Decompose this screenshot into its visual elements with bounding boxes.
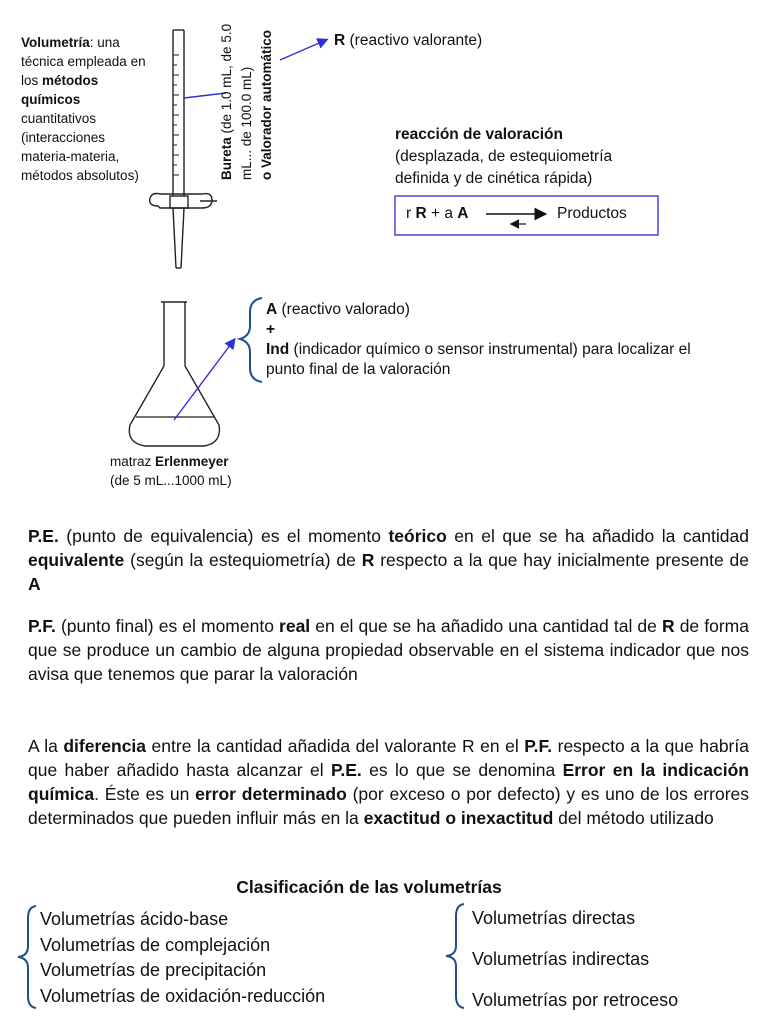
metodos-quimicos-term: métodos químicos bbox=[21, 73, 99, 107]
list-item: Volumetrías ácido-base bbox=[40, 909, 229, 929]
reaccion-description: reacción de valoración (desplazada, de estequiometría definida y de cinética rápida) bbox=[395, 126, 613, 187]
volumetria-term: Volumetría bbox=[21, 35, 90, 50]
list-item: Volumetrías de complejación bbox=[40, 934, 271, 955]
list-item: Volumetrías directas bbox=[472, 908, 636, 928]
left-classification-list bbox=[40, 907, 325, 1009]
list-item: Volumetrías indirectas bbox=[472, 949, 650, 969]
brace-analyte-icon bbox=[240, 298, 262, 382]
pf-paragraph: P.F. (punto final) es el momento real en el que se ha añadido una cantidad tal de R de forma que se produce un cambio de alguna propiedad observable en el sistema indicador que nos avisa que tenemos que parar la valoración bbox=[28, 616, 749, 684]
intro-text: Volumetría: una técnica empleada en los métodos químicos cuantitativos (interacciones materia-materia, métodos absolutos) bbox=[21, 35, 146, 183]
list-item: Volumetrías de precipitación bbox=[40, 960, 267, 980]
reaction-products: Productos bbox=[557, 205, 627, 222]
arrow-flask-to-analyte bbox=[174, 340, 234, 420]
right-classification-list bbox=[472, 906, 678, 1013]
arrow-to-reactivo bbox=[280, 40, 326, 60]
analyte-description: A (reactivo valorado) + Ind (indicador químico o sensor instrumental) para localizar el punto final de la valoración bbox=[266, 301, 691, 378]
error-paragraph: A la diferencia entre la cantidad añadida del valorante R en el P.F. respecto a la que habría que haber añadido hasta alcanzar el P.E. es lo que se denomina Error en la indicación química. Éste es un error determinado (por exceso o por defecto) y es uno de los errores determinados que pueden influir más en la exactitud o inexactitud del método utilizado bbox=[28, 736, 749, 828]
brace-right-icon bbox=[442, 902, 468, 1010]
reaccion-title: reacción de valoración bbox=[395, 126, 563, 143]
reactivo-valorante-label: R (reactivo valorante) bbox=[334, 32, 483, 49]
list-item: Volumetrías de oxidación-reducción bbox=[40, 985, 326, 1006]
clasificacion-title: Clasificación de las volumetrías bbox=[236, 877, 502, 897]
pe-paragraph: P.E. (punto de equivalencia) es el momento teórico en el que se ha añadido la cantidad equivalente (según la estequiometría) de R respecto a la que hay inicialmente presente de A bbox=[28, 526, 749, 594]
bureta-label: Bureta (de 1.0 mL, de 5.0 mL... de 100.0 mL) o Valorador automático bbox=[219, 23, 274, 180]
list-item: Volumetrías por retroceso bbox=[472, 990, 679, 1010]
burette-icon bbox=[150, 30, 217, 268]
erlenmeyer-flask-icon bbox=[129, 302, 219, 446]
reaction-equation: r R + a A bbox=[406, 205, 469, 222]
matraz-label: matraz Erlenmeyer (de 5 mL...1000 mL) bbox=[110, 454, 232, 488]
brace-left-icon bbox=[14, 904, 40, 1010]
